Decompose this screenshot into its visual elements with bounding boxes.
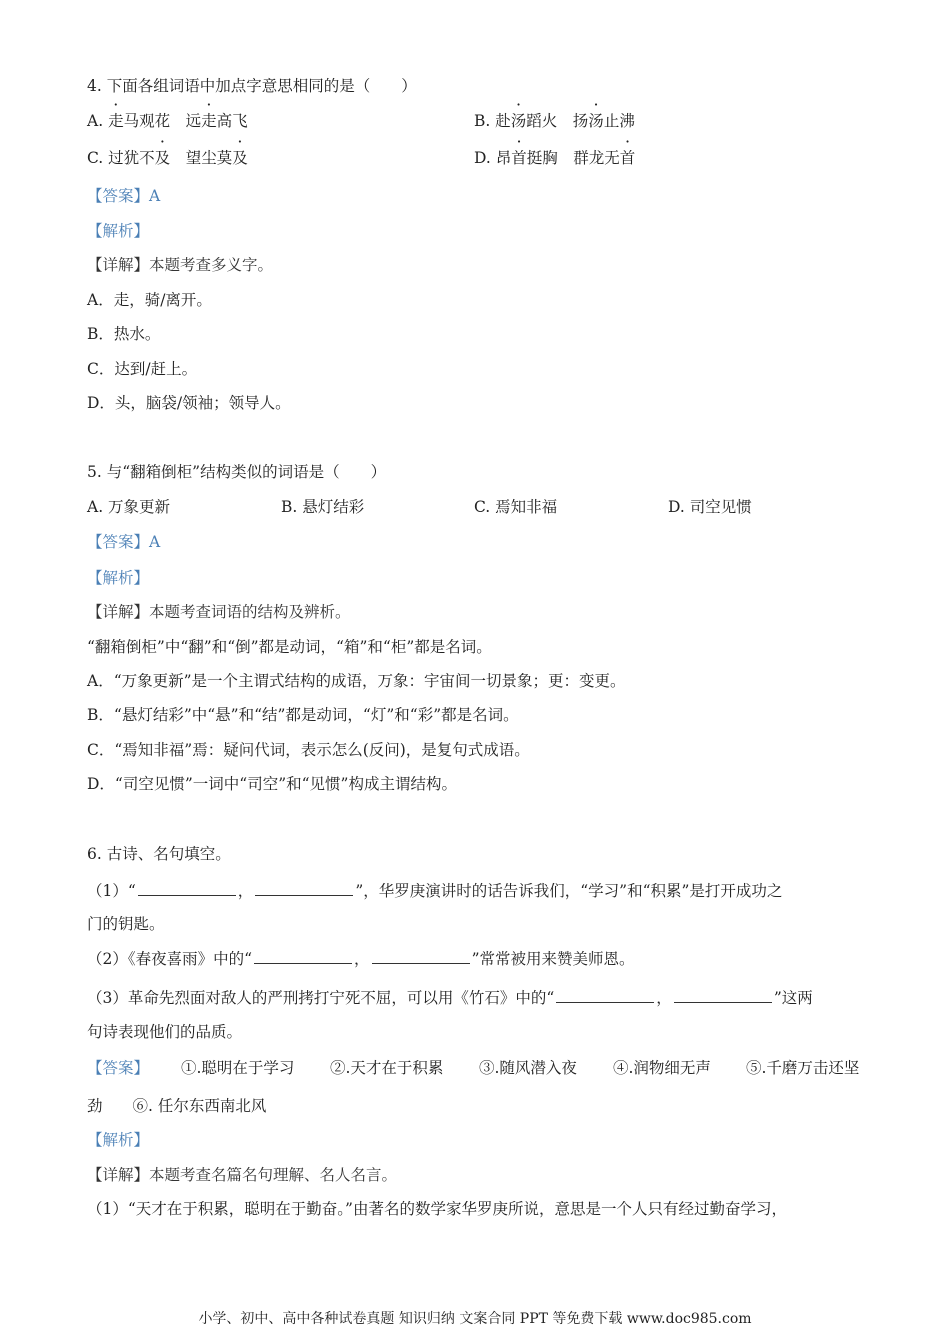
q5-option-d: D. 司空见惯	[668, 498, 752, 516]
q6-p3-open: （3）革命先烈面对敌人的严刑拷打宁死不屈，可以用《竹石》中的“	[87, 989, 555, 1007]
q5-answer: 【答案】A	[87, 533, 161, 551]
q6-p1-rest: ”，华罗庚演讲时的话告诉我们，“学习”和“积累”是打开成功之	[355, 882, 783, 900]
q4-a-dotted-1: 走	[108, 112, 124, 130]
q4-a-rest-1: 马观花	[123, 112, 171, 130]
q6-p2-open: （2）《春夜喜雨》中的“	[87, 950, 253, 968]
q6-explain-1: （1）“天才在于积累，聪明在于勤奋。”由著名的数学家华罗庚所说，意思是一个人只有经过勤奋学习，	[87, 1200, 787, 1218]
q6-p2-comma: ，	[354, 950, 370, 968]
q6-part2	[87, 948, 635, 970]
q6-answer-3: ③.随风潜入夜	[479, 1059, 577, 1077]
q6-blank-4[interactable]	[372, 948, 470, 964]
q5-explain-b: B．“悬灯结彩”中“悬”和“结”都是动词，“灯”和“彩”都是名词。	[87, 706, 519, 724]
q4-b-rest-2: 止沸	[603, 112, 635, 130]
q6-part1	[87, 880, 782, 902]
q6-answer-2: ②.天才在于积累	[330, 1059, 444, 1077]
q6-answer-6: ⑥. 任尔东西南北风	[132, 1097, 267, 1115]
q6-p2-rest: ”常常被用来赞美师恩。	[471, 950, 635, 968]
q4-explain-c: C．达到/赶上。	[87, 360, 198, 378]
q5-option-b: B. 悬灯结彩	[281, 498, 365, 516]
q6-part1-cont: 门的钥匙。	[87, 915, 165, 933]
q6-answer-5-cont: 劲	[87, 1097, 103, 1115]
q4-a-sep: 远	[170, 112, 202, 130]
q4-explain-b: B．热水。	[87, 325, 161, 343]
q4-option-c	[87, 147, 248, 169]
q4-d-dotted-1: 首	[511, 149, 527, 167]
q4-answer: 【答案】A	[87, 187, 161, 205]
q4-b-sep: 扬	[557, 112, 589, 130]
q4-c-pre: C. 过犹不	[87, 149, 155, 167]
q4-a-dotted-2: 走	[201, 112, 217, 130]
q4-b-rest-1: 蹈火	[526, 112, 558, 130]
q6-p3-rest: ”这两	[773, 989, 813, 1007]
q4-a-pre: A.	[87, 112, 109, 130]
q5-analysis-label: 【解析】	[87, 569, 150, 587]
q6-answer-label: 【答案】	[87, 1059, 150, 1077]
q4-b-pre: B. 赴	[474, 112, 511, 130]
q6-analysis-label: 【解析】	[87, 1131, 150, 1149]
q4-c-sep: 望尘莫	[170, 149, 233, 167]
q6-answer-4: ④.润物细无声	[613, 1059, 711, 1077]
q4-c-dotted-2: 及	[232, 149, 248, 167]
q4-explain-d: D．头，脑袋/领袖；领导人。	[87, 394, 291, 412]
q4-b-dotted-2: 汤	[588, 112, 604, 130]
q6-blank-2[interactable]	[255, 880, 353, 896]
q6-part3-cont: 句诗表现他们的品质。	[87, 1023, 243, 1041]
q6-part3	[87, 987, 813, 1009]
q6-p3-comma: ，	[656, 989, 672, 1007]
q4-stem: 4. 下面各组词语中加点字意思相同的是（ ）	[87, 77, 417, 95]
q6-answer-5: ⑤.千磨万击还坚	[746, 1059, 860, 1077]
q6-blank-5[interactable]	[556, 987, 654, 1003]
q6-p1-comma: ，	[237, 882, 254, 900]
q5-option-a: A. 万象更新	[87, 498, 171, 516]
q4-d-sep: 群龙无	[557, 149, 620, 167]
q4-detail: 【详解】本题考查多义字。	[87, 256, 274, 274]
page-footer: 小学、初中、高中各种试卷真题 知识归纳 文案合同 PPT 等免费下载 www.doc985.com	[198, 1311, 752, 1327]
q5-explain-c: C．“焉知非福”焉：疑问代词，表示怎么(反问)，是复句式成语。	[87, 741, 530, 759]
q4-analysis-label: 【解析】	[87, 222, 150, 240]
q4-d-pre: D. 昂	[474, 149, 512, 167]
q5-detail: 【详解】本题考查词语的结构及辨析。	[87, 603, 351, 621]
q6-blank-3[interactable]	[254, 948, 352, 964]
q4-option-b	[474, 110, 635, 132]
q4-d-dotted-2: 首	[619, 149, 636, 167]
q5-explain-a: A．“万象更新”是一个主谓式结构的成语，万象：宇宙间一切景象；更：变更。	[87, 672, 626, 690]
q4-option-a	[87, 110, 248, 132]
q6-blank-1[interactable]	[138, 880, 236, 896]
q4-c-dotted-1: 及	[154, 149, 171, 167]
q6-stem: 6. 古诗、名句填空。	[87, 845, 231, 863]
q6-answer-1: ①.聪明在于学习	[181, 1059, 295, 1077]
q5-explain-intro: “翻箱倒柜”中“翻”和“倒”都是动词，“箱”和“柜”都是名词。	[87, 638, 492, 656]
q6-blank-6[interactable]	[674, 987, 772, 1003]
q4-a-rest-2: 高飞	[216, 112, 248, 130]
q5-explain-d: D．“司空见惯”一词中“司空”和“见惯”构成主谓结构。	[87, 775, 457, 793]
q5-option-c: C. 焉知非福	[474, 498, 558, 516]
q6-answer-row2	[87, 1095, 266, 1117]
q6-detail: 【详解】本题考查名篇名句理解、名人名言。	[87, 1166, 398, 1184]
q5-stem: 5. 与“翻箱倒柜”结构类似的词语是（ ）	[87, 463, 387, 481]
q4-b-dotted-1: 汤	[510, 112, 527, 130]
q4-explain-a: A．走，骑/离开。	[87, 291, 212, 309]
q6-p1-open: （1）“	[87, 882, 136, 900]
q4-option-d	[474, 147, 635, 169]
q4-d-rest-1: 挺胸	[526, 149, 558, 167]
